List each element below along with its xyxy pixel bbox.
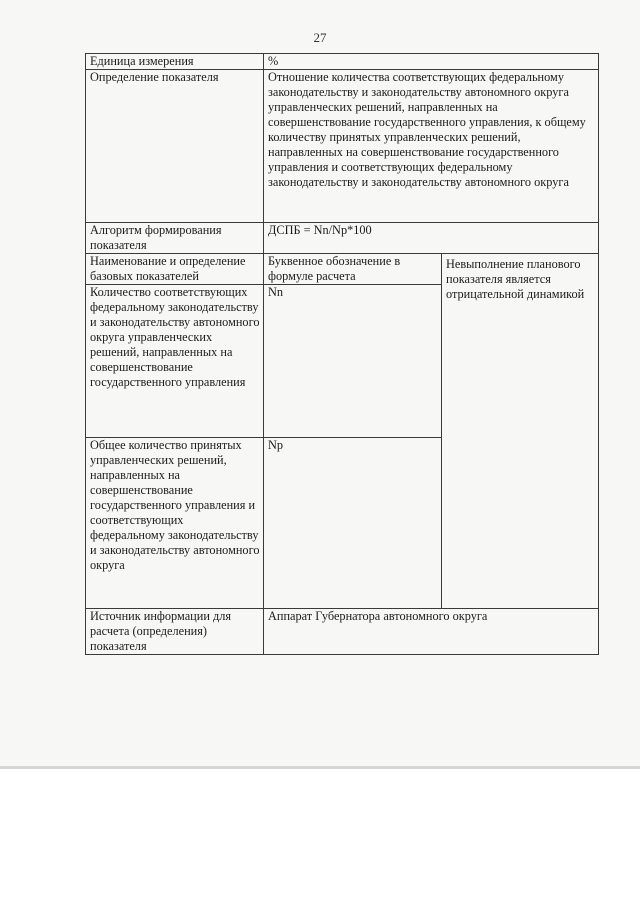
algorithm-label: Алгоритм формирования показателя xyxy=(86,223,264,254)
algorithm-formula: ДСПБ = Nn/Np*100 xyxy=(264,223,599,254)
base-item-symbol: Nn xyxy=(264,285,442,438)
base-header-symbol: Буквенное обозначение в формуле расчета xyxy=(264,254,442,285)
indicator-passport-table xyxy=(85,53,599,655)
table-row xyxy=(86,54,599,70)
dynamics-note: Невыполнение планового показателя является отрицательной динамикой xyxy=(442,254,599,609)
base-item-name: Общее количество принятых управленческих решений, направленных на совершенствование государственного управления и соответствующих федеральному законодательству и законодательству автономного округа xyxy=(86,438,264,609)
definition-label: Определение показателя xyxy=(86,70,264,223)
table-row xyxy=(86,223,599,254)
base-item-name: Количество соответствующих федеральному законодательству и законодательству автономного округа управленческих решений, направленных на совершенствование государственного управления xyxy=(86,285,264,438)
base-header-name: Наименование и определение базовых показателей xyxy=(86,254,264,285)
source-value: Аппарат Губернатора автономного округа xyxy=(264,609,599,655)
table-row xyxy=(86,70,599,223)
table-row xyxy=(86,254,599,285)
source-label: Источник информации для расчета (определения) показателя xyxy=(86,609,264,655)
table-row xyxy=(86,609,599,655)
page-number: 27 xyxy=(313,30,327,45)
base-item-symbol: Np xyxy=(264,438,442,609)
unit-value: % xyxy=(264,54,599,70)
definition-value: Отношение количества соответствующих федеральному законодательству и законодательству автономного округа управленческих решений, направленных на совершенствование государственного управления, к общему количеству принятых управленческих решений, направленных на совершенствование государственного управления и соответствующих федеральному законодательству и законодательству автономного округа xyxy=(264,70,599,223)
unit-label: Единица измерения xyxy=(86,54,264,70)
